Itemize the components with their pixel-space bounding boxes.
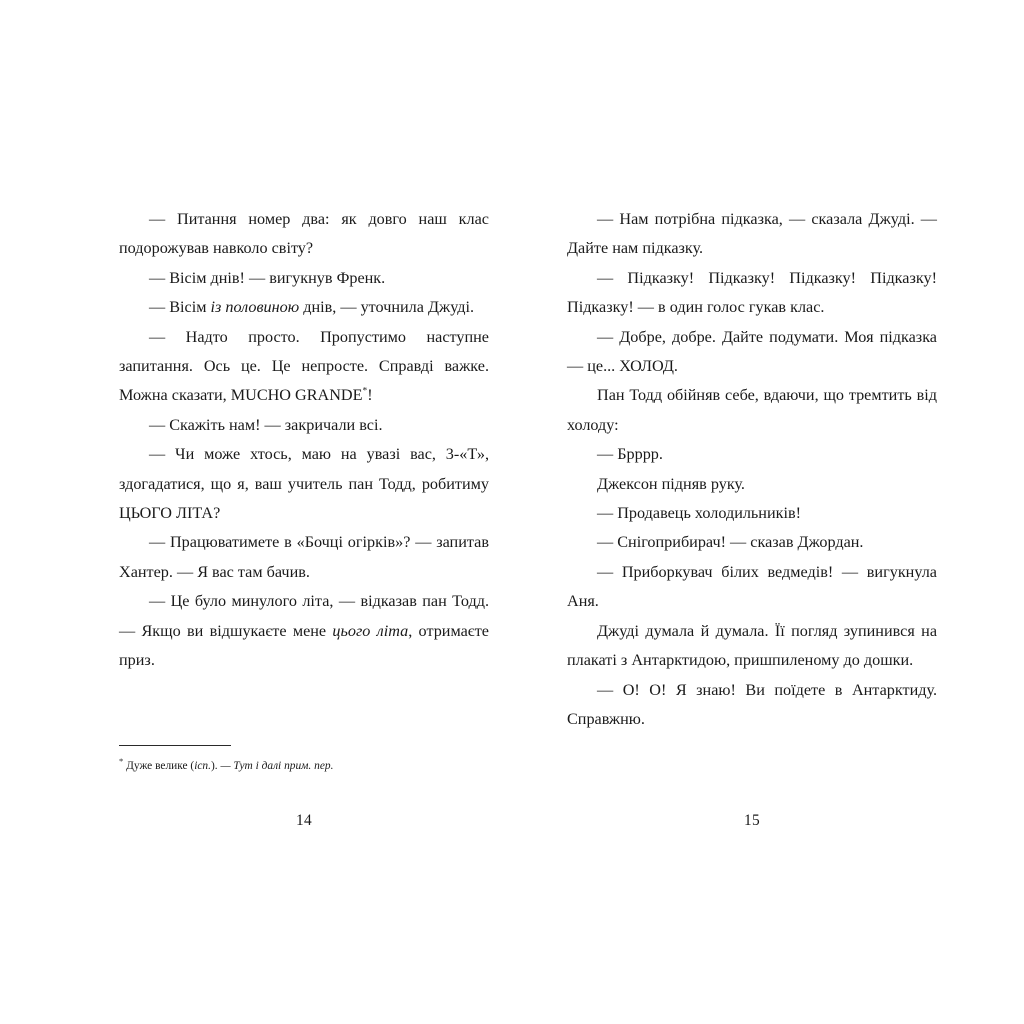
page-number-left: 14 bbox=[296, 812, 312, 829]
paragraph: Джексон підняв руку. bbox=[597, 474, 745, 493]
right-page bbox=[533, 0, 995, 1024]
footnote-marker: * bbox=[119, 756, 124, 766]
paragraph: Джуді думала й думала. Її погляд зупинився на плакаті з Антарктидою, пришпиленому до дошки. bbox=[567, 621, 937, 670]
paragraph: — Надто просто. Пропустимо наступне запитання. Ось це. Це непросте. Справді важке. Можна сказати, MUCHO GRANDE*! bbox=[119, 327, 489, 405]
paragraph: — Скажіть нам! — закричали всі. bbox=[149, 415, 383, 434]
left-page-text-block bbox=[119, 205, 489, 676]
paragraph: — Чи може хтось, маю на увазі вас, 3-«Т», здогадатися, що я, ваш учитель пан Тодд, робитиму ЦЬОГО ЛІТА? bbox=[119, 445, 489, 523]
paragraph: — Продавець холодильників! bbox=[597, 504, 802, 523]
paragraph: — Підказку! Підказку! Підказку! Підказку! Підказку! — в один голос гукав клас. bbox=[567, 268, 937, 317]
paragraph: Пан Тодд обійняв себе, вдаючи, що тремтить від холоду: bbox=[567, 386, 937, 434]
paragraph: — Снігоприбирач! — сказав Джордан. bbox=[597, 533, 864, 552]
footnote-rule bbox=[119, 745, 231, 746]
paragraph: — Питання номер два: як довго наш клас подорожував навколо світу? bbox=[119, 210, 489, 258]
footnote-area bbox=[119, 745, 489, 774]
paragraph: — Працюватимете в «Бочці огірків»? — запитав Хантер. — Я вас там бачив. bbox=[119, 533, 489, 581]
paragraph: — Брррр. bbox=[597, 445, 663, 464]
paragraph: — Вісім днів! — вигукнув Френк. bbox=[149, 268, 386, 287]
paragraph: — О! О! Я знаю! Ви поїдете в Антарктиду. Справжню. bbox=[567, 680, 937, 728]
paragraph: — Вісім із половиною днів, — уточнила Джуді. bbox=[149, 298, 475, 317]
left-page bbox=[29, 0, 491, 1024]
paragraph: — Приборкувач білих ведмедів! — вигукнула Аня. bbox=[567, 562, 937, 611]
footnote: * Дуже велике (ісп.). — Тут і далі прим. пер. bbox=[119, 756, 334, 772]
paragraph: — Нам потрібна підказка, — сказала Джуді. — Дайте нам підказку. bbox=[567, 210, 937, 258]
paragraph: — Добре, добре. Дайте подумати. Моя підказка — це... ХОЛОД. bbox=[567, 327, 937, 376]
right-page-text-block bbox=[567, 205, 937, 734]
page-number-right: 15 bbox=[744, 812, 760, 829]
paragraph: — Це було минулого літа, — відказав пан Тодд. — Якщо ви відшукаєте мене цього літа, отримаєте приз. bbox=[119, 592, 489, 670]
